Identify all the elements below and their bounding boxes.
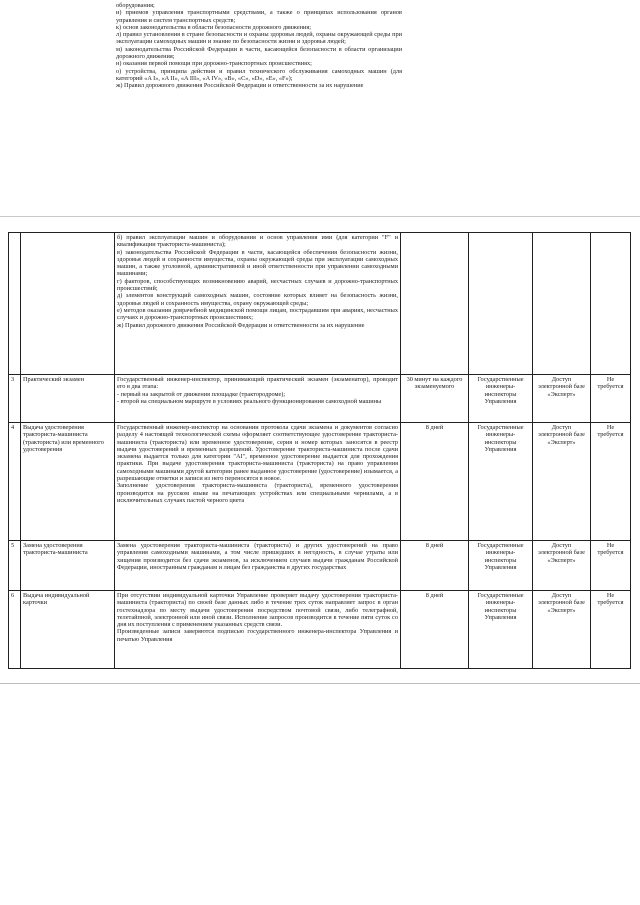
- fragment-line: н) оказания первой помощи при дорожно-транспортных происшествиях;: [116, 60, 312, 68]
- row-description: [115, 375, 401, 423]
- table-row: [9, 423, 631, 541]
- row-stage-name: Выдача индивидуальной карточки: [21, 591, 115, 669]
- procedure-table: [8, 232, 631, 669]
- row-stage-name: Практический экзамен: [21, 375, 115, 423]
- table-row: [9, 591, 631, 669]
- row-forms: Не требуется: [591, 423, 631, 541]
- description-paragraph: д) элементов конструкций самоходных машин, состояние которых влияет на безопасность жизни, здоровья людей и сохранность имущества, охрану окружающей среды;: [117, 292, 398, 307]
- description-paragraph: Произведенные записи заверяются подписью государственного инженера-инспектора Управления и печатью Управления: [117, 628, 398, 643]
- row-time: 8 дней: [401, 423, 469, 541]
- row-responsible: [469, 233, 533, 375]
- previous-page-fragment: [116, 2, 402, 90]
- row-responsible: Государственные инженеры-инспекторы Управления: [469, 541, 533, 591]
- description-paragraph: г) факторов, способствующих возникновению аварий, несчастных случаев и дорожно-транспортных происшествий;: [117, 277, 398, 293]
- description-paragraph: Замена удостоверения тракториста-машиниста (тракториста) и других удостоверений на право управления самоходными машинами, а том числе пришедших в негодность, в случае утраты или хищения производится без сдачи экзаменов, за исключением случаев выдачи гражданам Российской Федерации, иностранным гражданам и лицам без гражданства в других государствах: [117, 542, 398, 571]
- description-paragraph: в) законодательства Российской Федерации в части, касающейся обеспечения безопасности жизни, здоровья людей и сохранности имущества, охраны окружающей среды при эксплуатации самоходных машин, а также уголовной, административной и иной ответственности при управлении самоходными машинами;: [117, 248, 398, 278]
- page-bottom-line: [0, 683, 640, 684]
- row-number: 6: [9, 591, 21, 669]
- row-number: [9, 233, 21, 375]
- row-resources: [533, 233, 591, 375]
- row-time: 8 дней: [401, 591, 469, 669]
- row-description: [115, 233, 401, 375]
- row-forms: Не требуется: [591, 591, 631, 669]
- row-description: [115, 541, 401, 591]
- description-paragraph: ж) Правил дорожного движения Российской Федерации и ответственности за их нарушение: [117, 321, 365, 329]
- row-responsible: Государственные инженеры-инспекторы Управления: [469, 423, 533, 541]
- row-time: 8 дней: [401, 541, 469, 591]
- row-responsible: Государственные инженеры-инспекторы Управления: [469, 591, 533, 669]
- row-time: [401, 233, 469, 375]
- row-number: 5: [9, 541, 21, 591]
- fragment-line: л) правил установления в стране безопасности и охраны здоровья людей, охраны окружающей среды при эксплуатации самоходных машин и знание по безопасности жизни и здоровья людей;: [116, 31, 402, 46]
- row-description: [115, 591, 401, 669]
- row-resources: Доступ электронной базе «Эксперт»: [533, 423, 591, 541]
- description-paragraph: Государственный инженер-инспектор на основании протокола сдачи экзамена и документов согласно разделу 4 настоящей технологической схемы оформляет соответствующее удостоверение тракториста-машиниста (тракториста) или временное удостоверение, серия и номер которых заносятся в реестр выдачи удостоверений и временных разрешений. Удостоверение тракториста-машиниста после сдачи экзамена выдается только для категории "AI", временное удостоверение выдается для прохождения практики. При выдаче удостоверения тракториста-машиниста (тракториста) на право управления самоходными машинами другой категории ранее выданное удостоверение (удостоверение) изымается, а разрешающие отметки и записи из него переносятся в новое.: [117, 424, 398, 483]
- row-responsible: Государственные инженеры-инспекторы Управления: [469, 375, 533, 423]
- fragment-line: и) приемов управления транспортными средствами, а также о принципах использования органов управления и систем транспортных средств;: [116, 9, 402, 24]
- row-stage-name: Выдача удостоверения тракториста-машиниста (тракториста) или временного удостоверения: [21, 423, 115, 541]
- page-break-line: [0, 216, 640, 217]
- fragment-line: к) основ законодательства в области безопасности дорожного движения;: [116, 23, 311, 31]
- row-number: 4: [9, 423, 21, 541]
- row-stage-name: [21, 233, 115, 375]
- table-row: [9, 233, 631, 375]
- description-paragraph: б) правил эксплуатации машин и оборудования и основ управления ими (для категории "F" и квалификации тракториста-машиниста);: [117, 234, 398, 249]
- description-paragraph: - второй на специальном маршруте в условиях реального функционирования самоходной машины: [117, 397, 382, 405]
- table-row: [9, 375, 631, 423]
- description-paragraph: е) методов оказания доврачебной медицинской помощи лицам, пострадавшим при авариях, несчастных случаях и дорожно-транспортных происшествиях;: [117, 306, 398, 322]
- fragment-line: о) устройства, принципа действия и правил технического обслуживания самоходных машин (для категорий «A I», «A II», «A III», «A IV», «B», «C», «D», «E», «F»);: [116, 67, 402, 82]
- row-resources: Доступ электронной базе «Эксперт»: [533, 375, 591, 423]
- row-resources: Доступ электронной базе «Эксперт»: [533, 591, 591, 669]
- description-paragraph: Заполнение удостоверения тракториста-машиниста (тракториста), временного удостоверения производится на русском языке на печатающих устройствах или специальными чернилами, а в исключительных случаях пастой черного цвета: [117, 482, 398, 504]
- row-resources: Доступ электронной базе «Эксперт»: [533, 541, 591, 591]
- row-forms: Не требуется: [591, 541, 631, 591]
- row-time: 30 минут на каждого экзаменуемого: [401, 375, 469, 423]
- description-paragraph: - первый на закрытой от движения площадке (трактородроме);: [117, 390, 286, 398]
- description-paragraph: При отсутствии индивидуальной карточки Управление проверяет выдачу удостоверения тракториста-машиниста (тракториста) по своей базе данных либо в течение трех суток направляет запрос в орган гостехнадзора по месту выдачи удостоверения посредством почтовой связи, либо телеграфной, телетайпной, электронной или иной связи. Исполнение запросов производится в течение пяти суток со дня их поступления с применением указанных средств связи.: [117, 592, 398, 629]
- row-description: [115, 423, 401, 541]
- row-forms: [591, 233, 631, 375]
- row-forms: Не требуется: [591, 375, 631, 423]
- table-row: [9, 541, 631, 591]
- description-paragraph: Государственный инженер-инспектор, принимающий практический экзамен (экзаменатор), проводит его в два этапа:: [117, 376, 398, 391]
- fragment-line: ж) Правил дорожного движения Российской Федерации и ответственности за их нарушение: [116, 82, 364, 90]
- row-stage-name: Замена удостоверения тракториста-машиниста: [21, 541, 115, 591]
- fragment-line: оборудования;: [116, 2, 155, 9]
- row-number: 3: [9, 375, 21, 423]
- fragment-line: м) законодательства Российской Федерации в части, касающейся безопасности в области организации дорожного движения;: [116, 45, 402, 61]
